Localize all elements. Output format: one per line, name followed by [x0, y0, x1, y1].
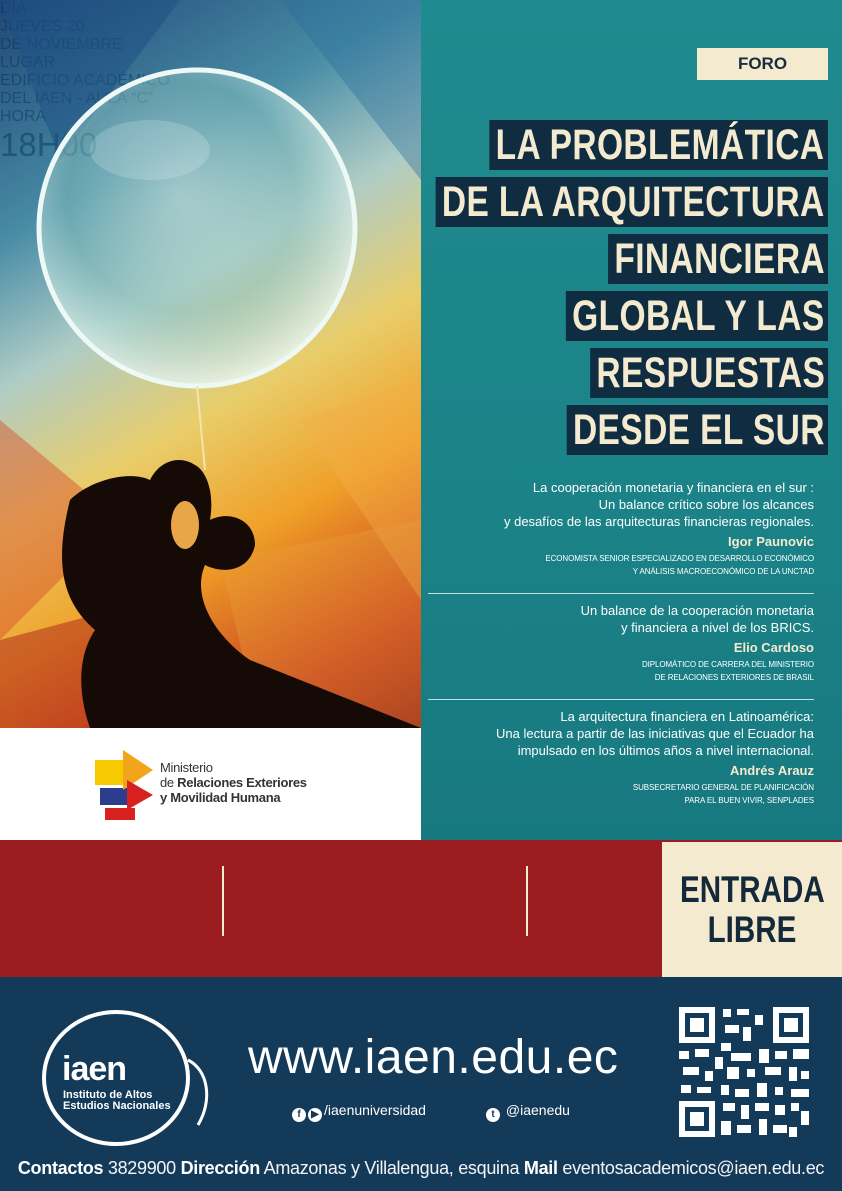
info-divider	[222, 866, 224, 936]
mail-address[interactable]: eventosacademicos@iaen.edu.ec	[562, 1158, 825, 1178]
facebook-handle: /iaenuniversidad	[324, 1102, 426, 1118]
mail-label: Mail	[523, 1158, 558, 1178]
website-link[interactable]: www.iaen.edu.ec	[248, 1031, 619, 1084]
info-divider	[526, 866, 528, 936]
address-value: Amazonas y Villalengua, esquina	[263, 1158, 520, 1178]
iaen-logo-sub	[63, 1090, 171, 1112]
ministry-line2	[160, 775, 307, 790]
talk-topic-line: Una lectura a partir de las iniciativas que el Ecuador ha	[496, 726, 814, 741]
event-type-badge: FORO	[697, 48, 828, 80]
contacts-label: Contactos	[17, 1158, 104, 1178]
title-line-5: RESPUESTAS	[590, 348, 828, 398]
ministry-name	[160, 760, 307, 805]
speaker-name: Andrés Arauz	[729, 763, 814, 778]
talk-topic-line: La arquitectura financiera en Latinoamérica:	[560, 709, 814, 724]
title-line-1: LA PROBLEMÁTICA	[490, 120, 828, 170]
talk-1	[504, 479, 814, 577]
hero-image	[0, 0, 421, 728]
title-line-3: FINANCIERA	[608, 234, 828, 284]
iaen-logo-sub-line: Estudios Nacionales	[63, 1100, 171, 1112]
title-line-6: DESDE EL SUR	[567, 405, 828, 455]
ministry-logo-icon	[95, 750, 155, 820]
title-line-2: DE LA ARQUITECTURA	[436, 177, 828, 227]
iaen-logo-name: iaen	[62, 1050, 127, 1088]
divider	[428, 699, 814, 700]
facebook-icon: f	[292, 1108, 306, 1122]
iaen-logo	[38, 1000, 218, 1150]
speaker-role: ECONOMISTA SENIOR ESPECIALIZADO EN DESARROLLO ECONÓMICO	[545, 554, 814, 563]
talk-topic-line: y financiera a nivel de los BRICS.	[621, 620, 814, 635]
divider	[428, 593, 814, 594]
talk-2	[581, 602, 814, 683]
ministry-line2-bold: Relaciones Exteriores	[177, 775, 307, 790]
talk-3	[496, 708, 814, 806]
talk-topic-line: y desafíos de las arquitecturas financieras regionales.	[503, 514, 814, 529]
youtube-icon: ▶	[308, 1108, 322, 1122]
ministry-line2-prefix: de	[160, 775, 178, 790]
qr-code-pattern	[677, 1005, 811, 1139]
talk-topic-line: La cooperación monetaria y financiera en el sur :	[532, 480, 814, 495]
title-line-4: GLOBAL Y LAS	[566, 291, 828, 341]
bubble-hand-illustration	[0, 0, 421, 728]
free-entry-line: ENTRADA	[680, 869, 825, 910]
iaen-logo-sub-line: Instituto de Altos	[63, 1089, 153, 1101]
twitter-link[interactable]	[486, 1102, 570, 1122]
ministry-line1: Ministerio	[160, 760, 213, 775]
address-label: Dirección	[180, 1158, 260, 1178]
speaker-role: SUBSECRETARIO GENERAL DE PLANIFICACIÓN	[632, 783, 814, 792]
facebook-youtube-link[interactable]	[292, 1102, 426, 1122]
speaker-name: Igor Paunovic	[728, 534, 814, 549]
contact-line	[0, 1158, 842, 1179]
speaker-role: Y ANÁLISIS MACROECONÓMICO DE LA UNCTAD	[632, 567, 814, 576]
free-entry-badge	[659, 840, 842, 977]
speaker-role: DIPLOMÁTICO DE CARRERA DEL MINISTERIO	[641, 660, 814, 669]
talk-topic-line: Un balance crítico sobre los alcances	[598, 497, 814, 512]
twitter-handle: @iaenedu	[505, 1102, 570, 1118]
contacts-phone[interactable]: 3829900	[107, 1158, 176, 1178]
speaker-role: DE RELACIONES EXTERIORES DE BRASIL	[654, 673, 814, 682]
free-entry-line: LIBRE	[707, 909, 797, 950]
talk-topic-line: Un balance de la cooperación monetaria	[580, 603, 814, 618]
speaker-name: Elio Cardoso	[733, 640, 814, 655]
speaker-role: PARA EL BUEN VIVIR, SENPLADES	[684, 796, 814, 805]
twitter-icon: t	[486, 1108, 500, 1122]
talk-topic-line: impulsado en los últimos años a nivel internacional.	[517, 743, 814, 758]
qr-code[interactable]	[677, 1005, 811, 1139]
ministry-line3: y Movilidad Humana	[160, 790, 281, 805]
